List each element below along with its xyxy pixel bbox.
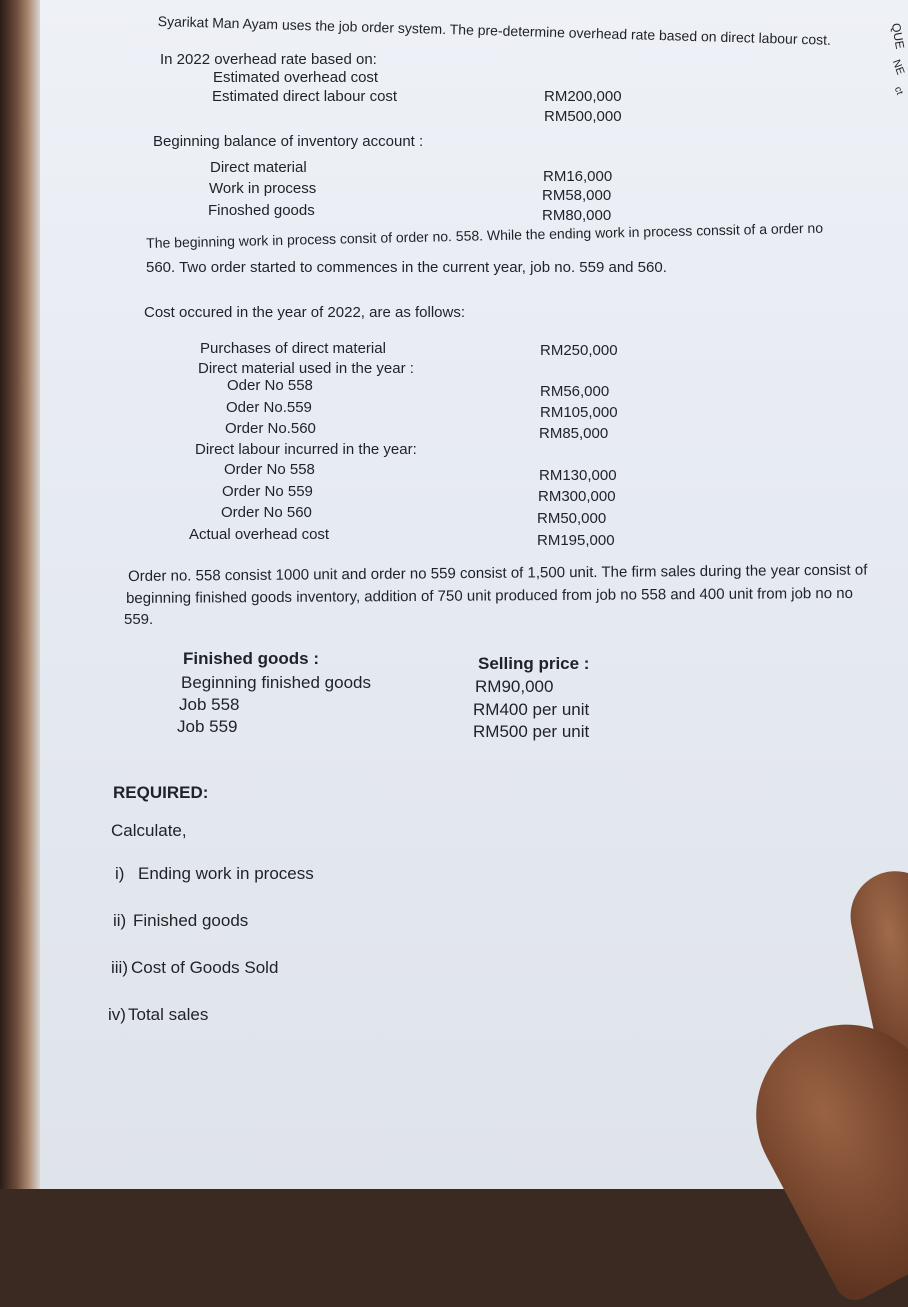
selling-price-heading: Selling price :	[478, 654, 590, 673]
required-item-text: Total sales	[128, 1005, 209, 1024]
beginning-inventory-heading: Beginning balance of inventory account :	[153, 133, 424, 150]
row-value: RM500,000	[544, 108, 622, 125]
intro-text: Syarikat Man Ayam uses the job order system. The pre-determine overhead rate based on direct labour cost.	[157, 13, 832, 48]
row-label: Estimated direct labour cost	[212, 88, 398, 105]
dm-heading: Direct material used in the year :	[198, 360, 414, 377]
finished-goods-heading: Finished goods :	[183, 649, 319, 668]
row-value: RM16,000	[543, 168, 613, 185]
dl-heading: Direct labour incurred in the year:	[195, 441, 417, 458]
wip-note-line: The beginning work in process consit of order no. 558. While the ending work in process conssit of a order no	[145, 219, 824, 251]
required-item-text: Ending work in process	[138, 864, 314, 883]
calculate-text: Calculate,	[111, 821, 187, 840]
margin-mark: NE	[889, 58, 907, 77]
row-label: Job 558	[179, 695, 240, 714]
row-label: Direct material	[210, 159, 307, 176]
row-value: RM300,000	[538, 488, 616, 505]
row-label: Purchases of direct material	[200, 340, 386, 357]
row-label: Finoshed goods	[208, 202, 315, 219]
row-label: Order No.560	[225, 420, 316, 437]
row-label: Job 559	[177, 717, 238, 736]
overhead-heading: In 2022 overhead rate based on:	[160, 51, 377, 68]
wip-note-line: 560. Two order started to commences in the current year, job no. 559 and 560.	[146, 259, 667, 276]
row-value: RM58,000	[542, 187, 612, 204]
margin-mark: ct	[891, 85, 905, 97]
margin-mark: QUE	[888, 21, 908, 51]
row-label: Estimated overhead cost	[213, 69, 379, 86]
row-label: Order No 560	[221, 504, 312, 521]
required-item-number: i)	[115, 864, 125, 883]
row-value: RM500 per unit	[473, 722, 590, 741]
order-note-line: beginning finished goods inventory, addition of 750 unit produced from job no 558 and 400 unit from job no no	[125, 584, 854, 607]
row-value: RM85,000	[539, 425, 609, 442]
row-value: RM250,000	[540, 342, 618, 359]
row-value: RM105,000	[540, 404, 618, 421]
required-heading: REQUIRED:	[113, 783, 209, 802]
order-note-line: Order no. 558 consist 1000 unit and order no 559 consist of 1,500 unit. The firm sales during the year consist of	[127, 561, 868, 585]
row-value: RM56,000	[540, 383, 610, 400]
row-label: Beginning finished goods	[181, 673, 371, 692]
row-label: Order No 558	[224, 461, 315, 478]
row-label: Work in process	[209, 180, 317, 197]
row-value: RM50,000	[537, 510, 607, 527]
required-item-number: iii)	[111, 958, 128, 977]
background-strip	[0, 0, 40, 1189]
row-label: Oder No 558	[227, 377, 313, 394]
row-value: RM200,000	[544, 88, 622, 105]
row-value: RM130,000	[539, 467, 617, 484]
required-item-number: ii)	[113, 911, 127, 930]
row-label: Order No 559	[222, 483, 313, 500]
required-item-number: iv)	[108, 1005, 126, 1024]
required-item-text: Finished goods	[133, 911, 249, 930]
row-value: RM400 per unit	[473, 700, 590, 719]
order-note-line: 559.	[124, 611, 154, 628]
row-label: Actual overhead cost	[189, 526, 330, 543]
row-value: RM90,000	[475, 677, 554, 696]
costs-heading: Cost occured in the year of 2022, are as follows:	[144, 304, 466, 321]
row-value: RM195,000	[537, 532, 615, 549]
row-value: RM80,000	[542, 207, 612, 224]
row-label: Oder No.559	[226, 399, 312, 416]
required-item-text: Cost of Goods Sold	[131, 958, 279, 977]
